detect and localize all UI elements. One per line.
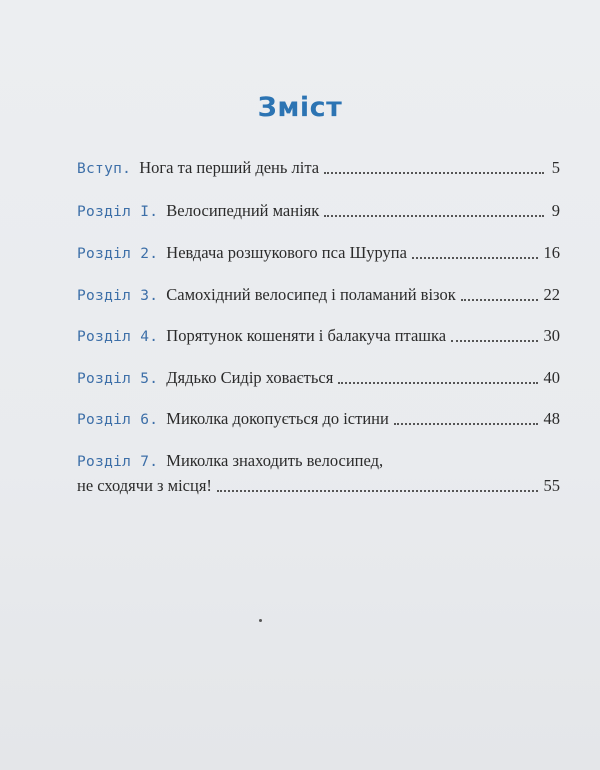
entry-title: Миколка докопується до істини bbox=[166, 409, 389, 428]
entry-page-number: 5 bbox=[551, 158, 560, 177]
dot-leader bbox=[461, 299, 538, 301]
entry-page-number: 16 bbox=[543, 243, 560, 262]
page-speck bbox=[259, 619, 262, 622]
entry-title: Самохідний велосипед і поламаний візок bbox=[166, 285, 456, 304]
dot-leader bbox=[217, 490, 538, 492]
entry-title: Миколка знаходить велосипед, bbox=[166, 451, 384, 470]
dot-leader bbox=[451, 340, 537, 342]
toc-entry-chapter-3 bbox=[77, 284, 560, 306]
entry-page-number: 9 bbox=[551, 201, 560, 220]
entry-label: Розділ I. bbox=[77, 204, 159, 220]
page-title: Зміст bbox=[257, 92, 343, 123]
entry-title: Невдача розшукового пса Шурупа bbox=[166, 243, 407, 262]
entry-title: Велосипедний маніяк bbox=[166, 201, 320, 220]
dot-leader bbox=[394, 423, 538, 425]
entry-label: Розділ 3. bbox=[77, 288, 159, 304]
entry-label: Розділ 6. bbox=[77, 412, 159, 428]
toc-entry-chapter-2 bbox=[77, 242, 560, 264]
toc-entry-chapter-5 bbox=[77, 367, 560, 389]
entry-label: Розділ 7. bbox=[77, 454, 159, 470]
toc-entry-chapter-7 bbox=[77, 450, 560, 497]
entry-page-number: 55 bbox=[543, 476, 560, 495]
toc-entry-intro bbox=[77, 157, 560, 179]
entry-title: Порятунок кошеняти і балакуча пташка bbox=[166, 326, 447, 345]
entry-title: Дядько Сидір ховається bbox=[166, 368, 334, 387]
entry-label: Розділ 4. bbox=[77, 329, 159, 345]
toc-entry-chapter-1 bbox=[77, 200, 560, 222]
entry-label: Розділ 2. bbox=[77, 246, 159, 262]
toc-entry-chapter-6 bbox=[77, 408, 560, 430]
entry-label: Вступ. bbox=[77, 161, 132, 177]
entry-title: Нога та перший день літа bbox=[139, 158, 320, 177]
dot-leader bbox=[338, 382, 537, 384]
entry-label: Розділ 5. bbox=[77, 371, 159, 387]
entry-page-number: 48 bbox=[543, 409, 560, 428]
entry-page-number: 22 bbox=[543, 285, 560, 304]
dot-leader bbox=[324, 172, 544, 174]
entry-page-number: 40 bbox=[543, 368, 560, 387]
dot-leader bbox=[412, 257, 538, 259]
toc-entry-chapter-4 bbox=[77, 325, 560, 347]
dot-leader bbox=[324, 215, 544, 217]
entry-page-number: 30 bbox=[543, 326, 560, 345]
entry-title-continued: не сходячи з місця! bbox=[77, 476, 212, 495]
